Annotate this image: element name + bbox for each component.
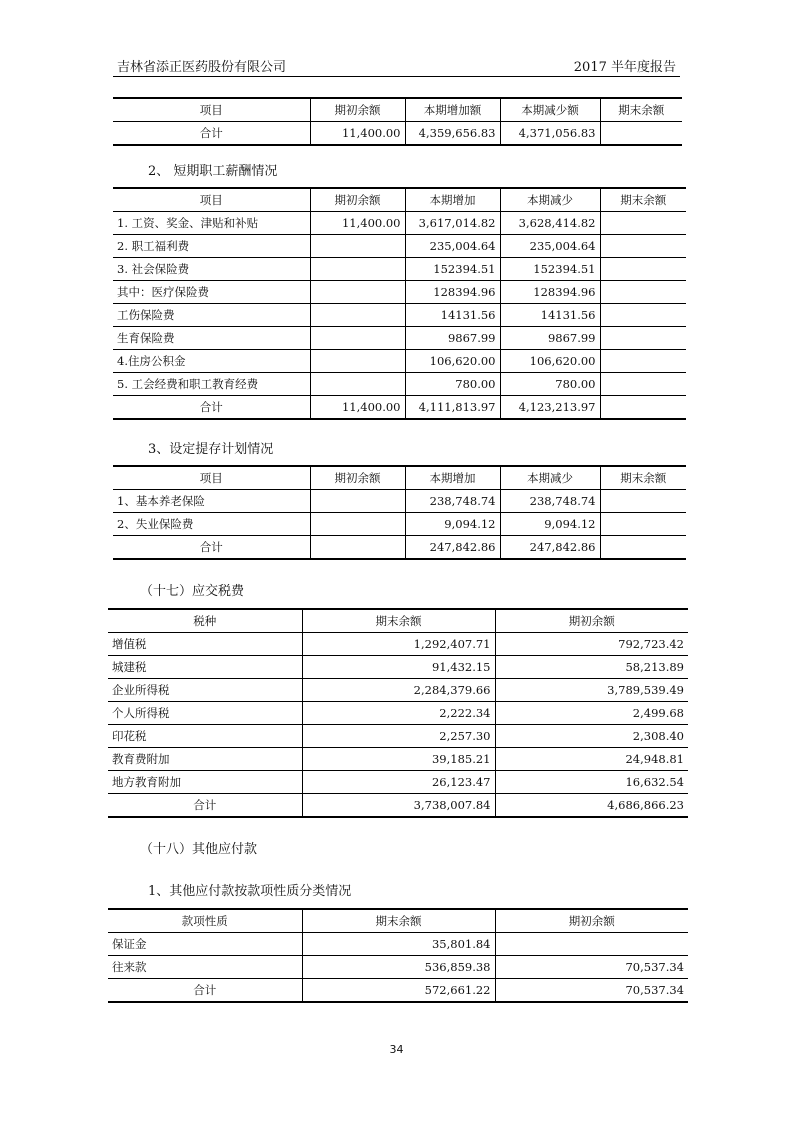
section-subtitle: 1、其他应付款按款项性质分类情况 — [148, 884, 352, 899]
cell-value: 9,094.12 — [405, 513, 500, 536]
row-label: 2. 职工福利费 — [113, 235, 310, 258]
row-label: 合计 — [113, 536, 310, 560]
table-row — [113, 350, 686, 373]
header-cell: 期初余额 — [495, 909, 688, 933]
cell-value: 238,748.74 — [500, 490, 600, 513]
header-cell: 期末余额 — [302, 909, 495, 933]
table-row — [113, 396, 686, 420]
cell-value — [310, 350, 405, 373]
header-cell: 期初余额 — [310, 466, 405, 490]
row-label: 地方教育附加 — [108, 771, 302, 794]
cell-value: 152394.51 — [405, 258, 500, 281]
header-cell: 期末余额 — [302, 609, 495, 633]
cell-value: 780.00 — [405, 373, 500, 396]
cell-value — [600, 536, 686, 560]
table-row — [113, 373, 686, 396]
table-row — [108, 633, 688, 656]
table-row — [113, 304, 686, 327]
defined-contribution-table — [113, 465, 686, 560]
cell-value: 9,094.12 — [500, 513, 600, 536]
table-row — [108, 979, 688, 1003]
taxes-payable-table — [108, 608, 688, 818]
table-row — [113, 281, 686, 304]
row-label: 1. 工资、奖金、津贴和补贴 — [113, 212, 310, 235]
cell-value — [310, 536, 405, 560]
cell-value: 35,801.84 — [302, 933, 495, 956]
cell-value: 91,432.15 — [302, 656, 495, 679]
cell-value: 26,123.47 — [302, 771, 495, 794]
table-row — [108, 748, 688, 771]
table-row — [113, 536, 686, 560]
cell-value: 16,632.54 — [495, 771, 688, 794]
header-cell: 本期减少额 — [500, 98, 600, 122]
table-row — [108, 933, 688, 956]
cell-value — [600, 122, 682, 146]
row-label: 企业所得税 — [108, 679, 302, 702]
section-title: 3、设定提存计划情况 — [148, 442, 274, 457]
cell-value: 4,123,213.97 — [500, 396, 600, 420]
cell-value — [600, 490, 686, 513]
cell-value: 792,723.42 — [495, 633, 688, 656]
cell-value: 14131.56 — [500, 304, 600, 327]
cell-value: 58,213.89 — [495, 656, 688, 679]
table-header-row — [113, 466, 686, 490]
cell-value: 2,284,379.66 — [302, 679, 495, 702]
salary-summary-table — [113, 97, 682, 146]
cell-value — [310, 304, 405, 327]
header-cell: 项目 — [113, 188, 310, 212]
row-label: 往来款 — [108, 956, 302, 979]
cell-value: 2,499.68 — [495, 702, 688, 725]
cell-value: 106,620.00 — [500, 350, 600, 373]
table-row — [113, 490, 686, 513]
cell-value: 780.00 — [500, 373, 600, 396]
cell-value: 1,292,407.71 — [302, 633, 495, 656]
table-row — [108, 702, 688, 725]
cell-value: 152394.51 — [500, 258, 600, 281]
cell-value — [600, 281, 686, 304]
cell-value: 4,111,813.97 — [405, 396, 500, 420]
cell-value — [310, 327, 405, 350]
cell-value: 39,185.21 — [302, 748, 495, 771]
row-label: 3. 社会保险费 — [113, 258, 310, 281]
row-label: 保证金 — [108, 933, 302, 956]
cell-value — [310, 235, 405, 258]
cell-value — [600, 235, 686, 258]
row-label: 合计 — [113, 122, 310, 146]
table-row — [113, 258, 686, 281]
row-label: 教育费附加 — [108, 748, 302, 771]
cell-value: 9867.99 — [405, 327, 500, 350]
table-row — [113, 513, 686, 536]
cell-value: 3,617,014.82 — [405, 212, 500, 235]
cell-value — [600, 396, 686, 420]
cell-value — [600, 212, 686, 235]
cell-value — [600, 258, 686, 281]
cell-value: 9867.99 — [500, 327, 600, 350]
row-label: 印花税 — [108, 725, 302, 748]
cell-value: 247,842.86 — [500, 536, 600, 560]
cell-value: 235,004.64 — [500, 235, 600, 258]
cell-value: 2,257.30 — [302, 725, 495, 748]
short-term-salary-table — [113, 187, 686, 420]
cell-value — [310, 281, 405, 304]
header-cell: 期初余额 — [310, 188, 405, 212]
header-cell: 期初余额 — [495, 609, 688, 633]
section-title: （十八）其他应付款 — [140, 842, 258, 857]
cell-value: 4,686,866.23 — [495, 794, 688, 818]
cell-value: 70,537.34 — [495, 956, 688, 979]
row-label: 工伤保险费 — [113, 304, 310, 327]
row-label: 个人所得税 — [108, 702, 302, 725]
cell-value: 11,400.00 — [310, 396, 405, 420]
cell-value — [600, 373, 686, 396]
cell-value: 11,400.00 — [310, 122, 405, 146]
table-header-row — [108, 909, 688, 933]
cell-value: 11,400.00 — [310, 212, 405, 235]
cell-value: 235,004.64 — [405, 235, 500, 258]
table-row — [108, 771, 688, 794]
cell-value: 3,628,414.82 — [500, 212, 600, 235]
cell-value — [495, 933, 688, 956]
row-label: 生育保险费 — [113, 327, 310, 350]
cell-value: 3,738,007.84 — [302, 794, 495, 818]
table-row — [113, 327, 686, 350]
cell-value: 24,948.81 — [495, 748, 688, 771]
header-cell: 本期增加 — [405, 466, 500, 490]
row-label: 增值税 — [108, 633, 302, 656]
row-label: 5. 工会经费和职工教育经费 — [113, 373, 310, 396]
page-number: 34 — [389, 1043, 404, 1056]
cell-value: 536,859.38 — [302, 956, 495, 979]
row-label: 其中：医疗保险费 — [113, 281, 310, 304]
cell-value: 106,620.00 — [405, 350, 500, 373]
table-header-row — [113, 98, 682, 122]
header-cell: 本期增加额 — [405, 98, 500, 122]
table-row — [108, 679, 688, 702]
cell-value: 70,537.34 — [495, 979, 688, 1003]
row-label: 合计 — [113, 396, 310, 420]
table-header-row — [113, 188, 686, 212]
table-row — [108, 956, 688, 979]
cell-value — [310, 513, 405, 536]
company-name: 吉林省添正医药股份有限公司 — [117, 60, 287, 75]
table-row — [108, 656, 688, 679]
table-row — [113, 212, 686, 235]
header-cell: 期末余额 — [600, 188, 686, 212]
header-cell: 项目 — [113, 98, 310, 122]
header-cell: 税种 — [108, 609, 302, 633]
header-cell: 期末余额 — [600, 466, 686, 490]
header-cell: 本期减少 — [500, 188, 600, 212]
cell-value: 128394.96 — [500, 281, 600, 304]
header-cell: 本期增加 — [405, 188, 500, 212]
row-label: 2、失业保险费 — [113, 513, 310, 536]
row-label: 合计 — [108, 979, 302, 1003]
cell-value — [310, 258, 405, 281]
row-label: 合计 — [108, 794, 302, 818]
cell-value — [600, 513, 686, 536]
cell-value — [310, 490, 405, 513]
cell-value: 2,308.40 — [495, 725, 688, 748]
header-cell: 期末余额 — [600, 98, 682, 122]
header-cell: 本期减少 — [500, 466, 600, 490]
table-row — [113, 235, 686, 258]
report-title: 2017 半年度报告 — [573, 60, 676, 75]
table-row — [108, 725, 688, 748]
page-header — [113, 56, 680, 77]
cell-value: 3,789,539.49 — [495, 679, 688, 702]
table-header-row — [108, 609, 688, 633]
cell-value: 2,222.34 — [302, 702, 495, 725]
cell-value: 128394.96 — [405, 281, 500, 304]
row-label: 1、基本养老保险 — [113, 490, 310, 513]
cell-value: 238,748.74 — [405, 490, 500, 513]
table-row — [108, 794, 688, 818]
row-label: 4.住房公积金 — [113, 350, 310, 373]
header-cell: 项目 — [113, 466, 310, 490]
section-title: 2、 短期职工薪酬情况 — [148, 164, 278, 179]
row-label: 城建税 — [108, 656, 302, 679]
cell-value: 14131.56 — [405, 304, 500, 327]
cell-value — [600, 350, 686, 373]
cell-value: 572,661.22 — [302, 979, 495, 1003]
cell-value — [600, 327, 686, 350]
section-title: （十七）应交税费 — [140, 584, 245, 599]
cell-value: 247,842.86 — [405, 536, 500, 560]
table-row — [113, 122, 682, 146]
cell-value: 4,359,656.83 — [405, 122, 500, 146]
cell-value — [310, 373, 405, 396]
header-cell: 款项性质 — [108, 909, 302, 933]
cell-value: 4,371,056.83 — [500, 122, 600, 146]
other-payables-table — [108, 908, 688, 1003]
cell-value — [600, 304, 686, 327]
header-cell: 期初余额 — [310, 98, 405, 122]
